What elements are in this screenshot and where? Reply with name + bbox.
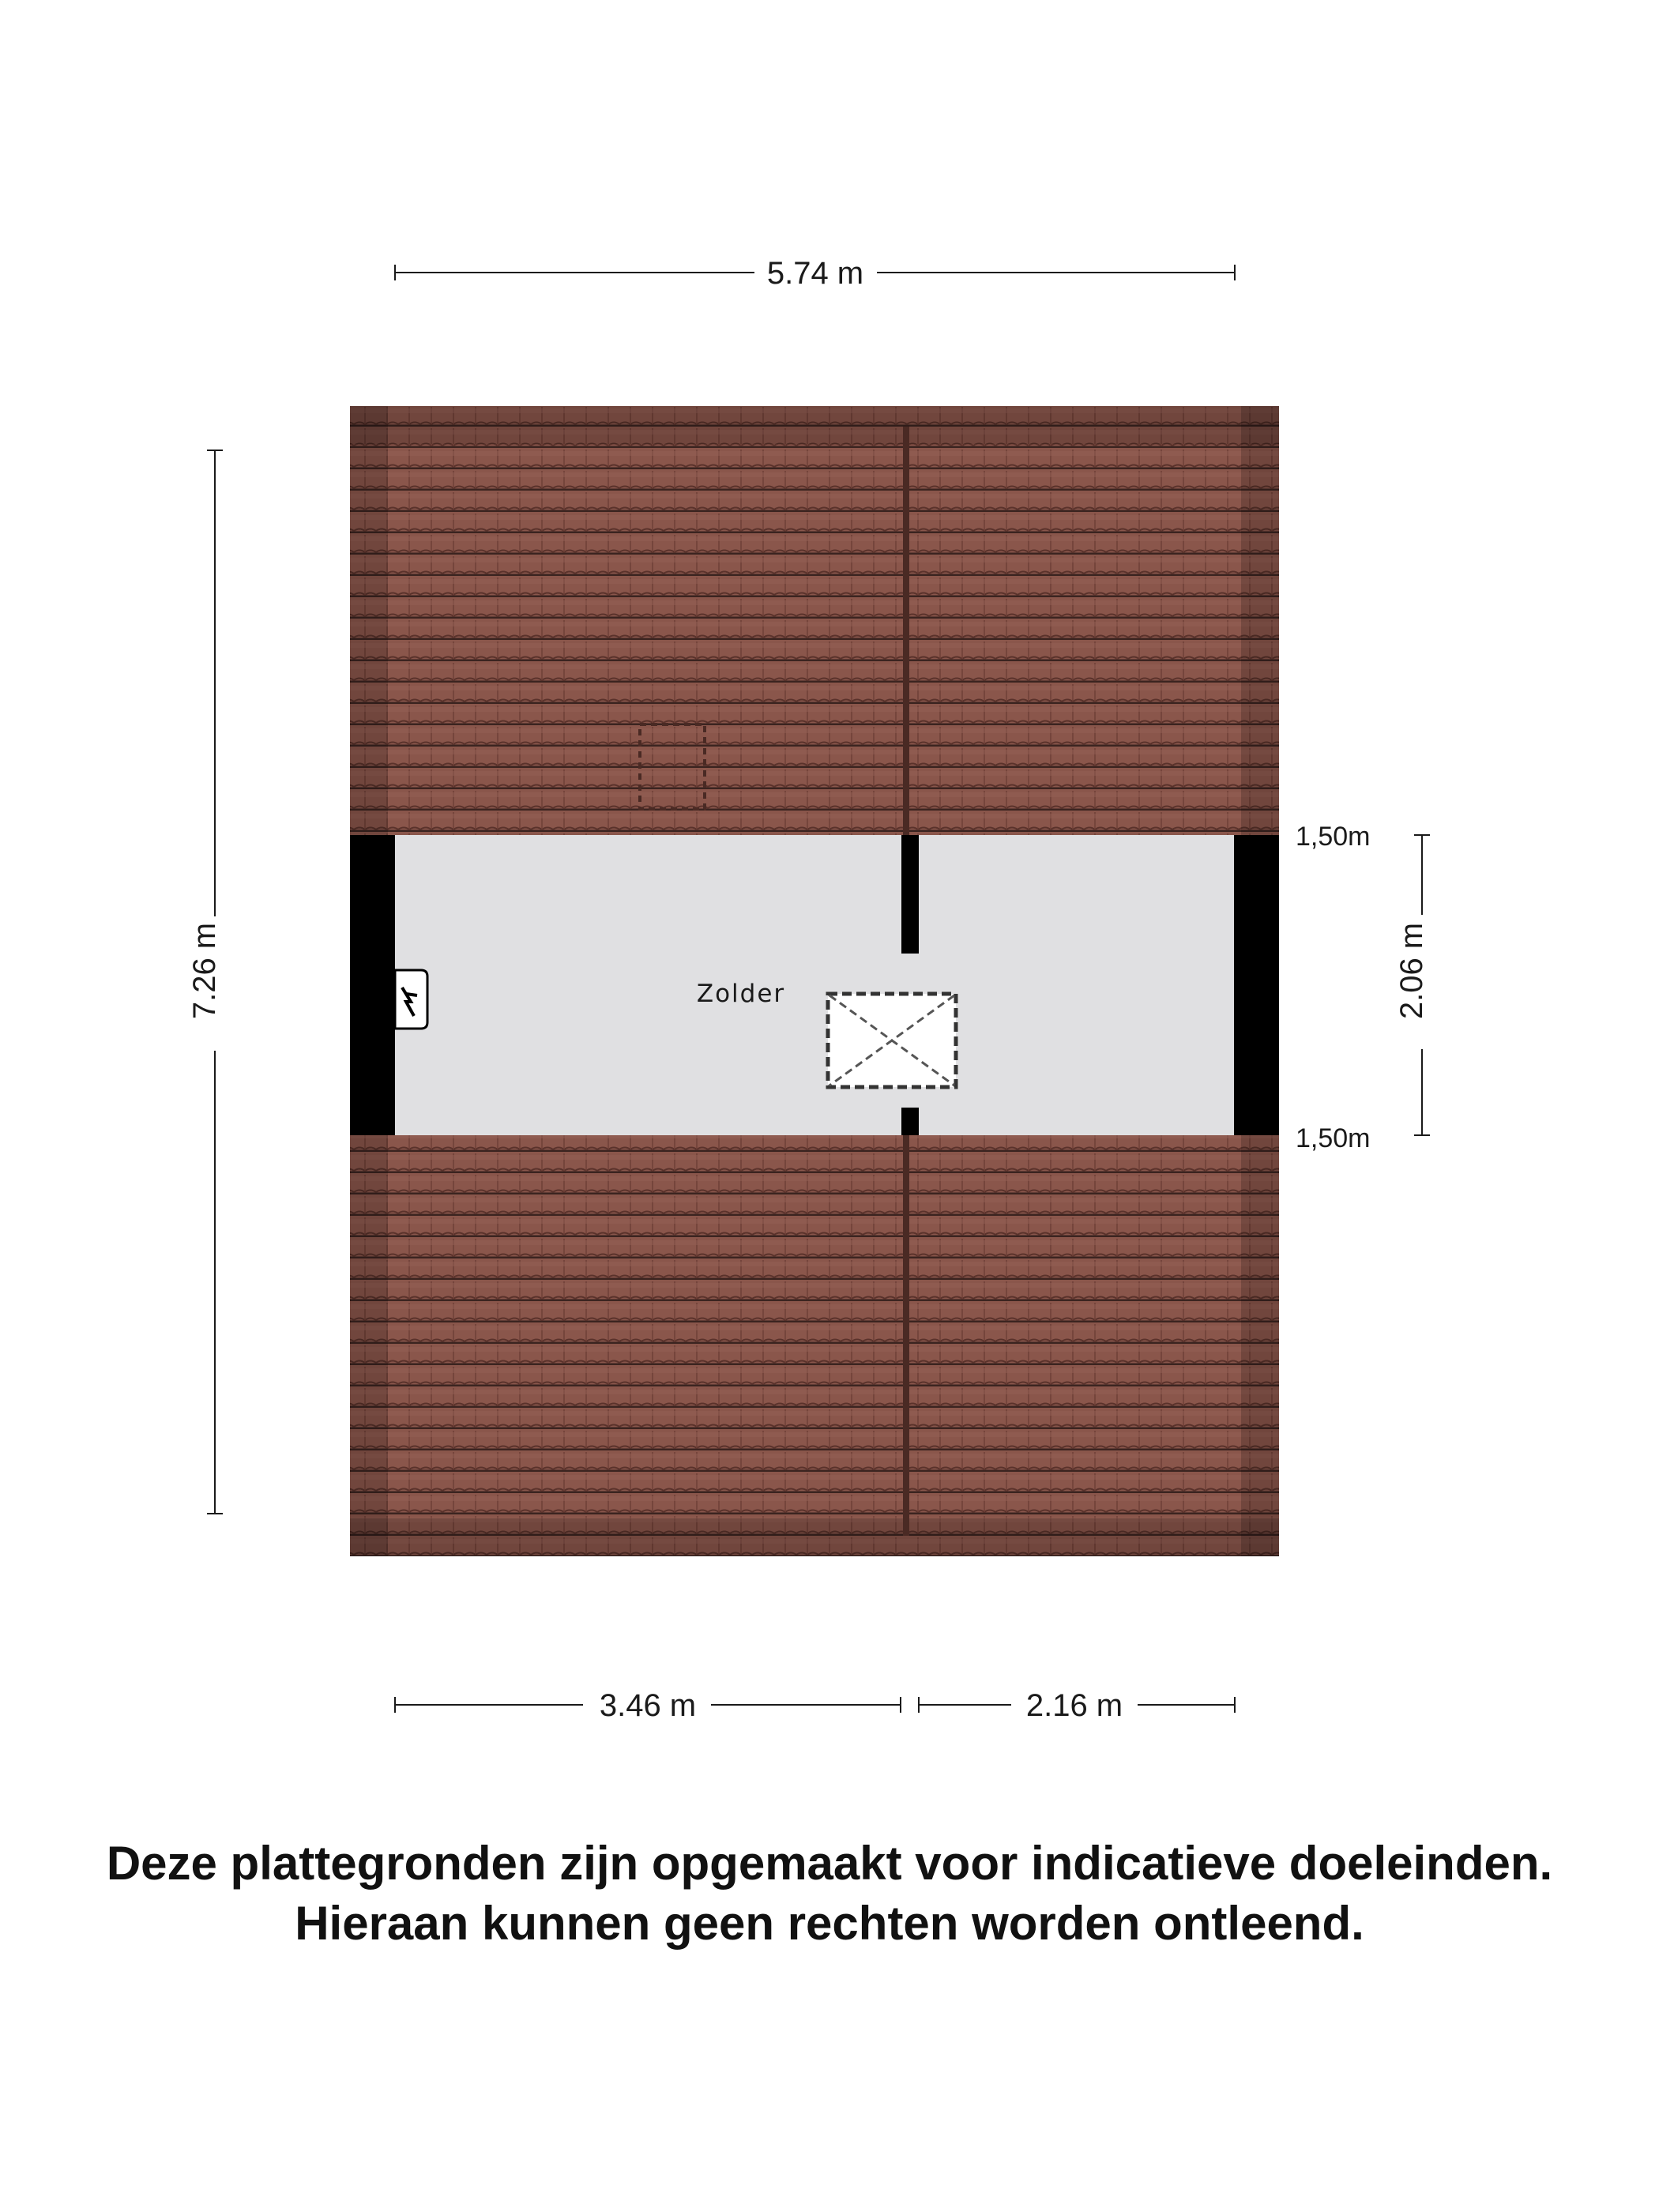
roof-hatch-icon: [828, 994, 956, 1087]
disclaimer-line-2: Hieraan kunnen geen rechten worden ontleend.: [295, 1897, 1364, 1950]
upper-clearance-label: 1,50m: [1296, 822, 1371, 852]
right-height-dimension: [1296, 822, 1430, 1153]
center-wall-lower: [901, 1108, 919, 1135]
room-name: Zolder: [696, 980, 786, 1008]
bottom-left-label: 3.46 m: [599, 1688, 697, 1723]
top-width-dimension: [395, 256, 1235, 291]
left-height-dimension: [187, 450, 223, 1514]
left-wall: [350, 835, 395, 1135]
right-wall: [1234, 835, 1279, 1135]
disclaimer-line-1: Deze plattegronden zijn opgemaakt voor indicatieve doeleinden.: [106, 1837, 1553, 1890]
bottom-right-label: 2.16 m: [1025, 1688, 1123, 1723]
roof-bottom-section: [350, 1135, 1279, 1556]
center-wall-upper: [901, 835, 919, 954]
attic-floor: [350, 835, 1279, 1135]
right-height-label: 2.06 m: [1394, 922, 1429, 1020]
left-height-label: 7.26 m: [187, 922, 222, 1020]
bottom-dimensions: [395, 1688, 1235, 1723]
lower-clearance-label: 1,50m: [1296, 1123, 1371, 1153]
roof-top-section: [350, 406, 1279, 835]
top-width-label: 5.74 m: [766, 256, 864, 291]
boiler-icon: [395, 970, 427, 1029]
